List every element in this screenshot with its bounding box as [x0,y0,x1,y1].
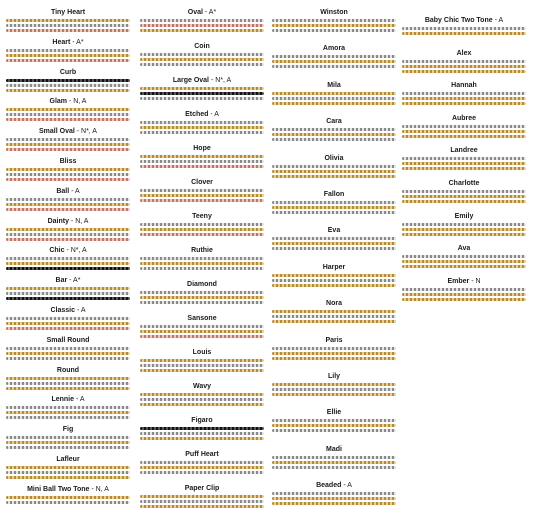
chain-strand-silver [6,446,130,449]
chain-label [4,217,132,227]
chain-strand-rose [6,327,130,330]
chain-label [4,306,132,316]
chain-strand-silver [272,55,396,58]
chain-strand-silver [140,257,264,260]
chain-strand-silver [402,60,526,63]
chain-strand-rose [140,165,264,168]
chain-strand-gold [402,32,526,35]
chain-label [270,117,398,127]
chain-strand-gold [272,352,396,355]
chain-strand-gold [140,87,264,90]
chain-strand-silver [272,247,396,250]
chain-name: Nora [326,300,342,308]
chain-label [138,144,266,154]
chain-name: Eva [327,227,341,235]
chain-availability: - N*, A [209,77,232,84]
chain-strand-silver [272,315,396,318]
chain-strand-silver [6,24,130,27]
chain-strand-silver [272,429,396,432]
chain-label [138,280,266,290]
chain-strand-silver [6,436,130,439]
chain-strand-gold [272,133,396,136]
chain-name: Small Round [46,336,90,344]
chain-strand-silver [272,29,396,32]
chain-availability: - A* [202,9,217,16]
chain-name: Cara [326,118,342,126]
chain-label [270,299,398,309]
chain-strand-silver [272,456,396,459]
chain-name: Mila [327,81,341,89]
chain-strand-silver [272,165,396,168]
chain-label [4,336,132,346]
chain-strand-gold [6,203,130,206]
chain-name: Heart [52,38,71,46]
chain-strand-gold [272,60,396,63]
chain-name: Harper [322,263,346,271]
chain-strand-silver [402,223,526,226]
chain-availability: - A* [67,277,81,285]
chain-availability: - N*, A [64,247,87,255]
chain-strand-gold [402,167,526,170]
chain-name: Tiny Heart [50,9,86,16]
chain-strand-gold [140,495,264,498]
chain-strand-silver [6,292,130,295]
chain-strand-silver [6,113,130,116]
chain-label [138,382,266,392]
chain-strand-gold [6,89,130,92]
chain-strand-rose [140,24,264,27]
chain-strand-gold [402,228,526,231]
chain-label [270,481,398,491]
chain-strand-gold [140,296,264,299]
chain-label [138,110,266,120]
chain-strand-silver [140,131,264,134]
chain-strand-silver [6,84,130,87]
chain-name: Olivia [324,154,344,162]
chain-strand-silver [6,317,130,320]
chain-name: Fig [62,426,74,434]
chain-strand-gold [272,357,396,360]
chain-availability: - A* [70,38,84,46]
chain-label [4,97,132,107]
chain-strand-gold [6,352,130,355]
chain-label [4,276,132,286]
chain-strand-gold [402,200,526,203]
chain-strand-gold [272,242,396,245]
chain-strand-gold [140,359,264,362]
chain-label [138,348,266,358]
chain-strand-silver [140,53,264,56]
chain-strand-silver [140,325,264,328]
chain-name: Louis [192,349,212,356]
chain-label [4,157,132,167]
chain-label [4,246,132,256]
chain-strand-rose [6,238,130,241]
chain-name: Mini Ball Two Tone [27,485,90,493]
chain-name: Bar [55,277,68,285]
chain-strand-silver [272,466,396,469]
chain-label [4,127,132,137]
chain-label [270,44,398,54]
chain-name: Beaded [316,482,342,490]
chain-strand-gold [6,441,130,444]
chain-strand-silver [140,432,264,435]
chain-strand-silver [402,255,526,258]
chain-strand-silver [6,233,130,236]
chain-strand-gold [402,195,526,198]
chain-name: Oval [187,9,203,16]
chain-strand-black [6,267,130,270]
chain-strand-silver [272,65,396,68]
chain-strand-silver [6,49,130,52]
chain-strand-gold [140,194,264,197]
chain-strand-gold [140,155,264,158]
chain-strand-gold [402,70,526,73]
chain-strand-gold [6,143,130,146]
chain-strand-gold [6,287,130,290]
chain-strand-silver [272,128,396,131]
chain-strand-gold [6,19,130,22]
chain-strand-black [140,92,264,95]
chain-strand-gold [272,424,396,427]
chain-strand-gold [140,29,264,32]
chain-label [138,42,266,52]
chain-strand-gold [272,206,396,209]
chain-strand-black [6,297,130,300]
chain-name: Charlotte [448,180,480,187]
chain-label [4,485,132,495]
chain-availability: - A [341,482,352,490]
chain-label [270,263,398,273]
chain-name: Large Oval [172,77,209,84]
chain-strand-black [6,79,130,82]
chain-name: Classic [50,307,75,314]
chain-strand-silver [140,63,264,66]
chain-strand-gold [6,322,130,325]
chain-name: Teeny [192,213,212,220]
chain-strand-silver [140,461,264,464]
chain-label [270,336,398,346]
chain-name: Etched [185,111,209,118]
chain-name: Ruthie [191,247,213,254]
chain-strand-gold [402,135,526,138]
chain-label [138,450,266,460]
chain-strand-gold [140,228,264,231]
chain-strand-gold [140,403,264,406]
chain-label [138,416,266,426]
chain-strand-silver [6,138,130,141]
chain-name: Ball [56,187,70,195]
chain-strand-rose [6,59,130,62]
chain-strand-gold [140,58,264,61]
chain-label [138,212,266,222]
chain-strand-silver [140,291,264,294]
chain-strand-silver [402,125,526,128]
chain-strand-silver [6,257,130,260]
chain-name: Lafleur [56,456,80,463]
chain-strand-silver [6,173,130,176]
chain-name: Paper Clip [184,485,220,492]
chain-availability: - A [69,187,80,195]
chain-strand-silver [140,398,264,401]
chain-strand-rose [6,29,130,32]
chain-strand-gold [272,497,396,500]
chain-name: Curb [59,68,77,76]
chain-strand-rose [6,208,130,211]
chain-strand-gold [140,437,264,440]
chain-strand-silver [140,160,264,163]
chain-label [400,179,528,189]
chain-name: Ember [447,277,470,285]
chain-strand-silver [272,138,396,141]
chain-strand-silver [402,27,526,30]
chain-strand-gold [6,54,130,57]
chain-strand-gold [272,310,396,313]
chain-label [270,154,398,164]
chain-strand-gold [272,284,396,287]
chain-strand-gold [272,393,396,396]
chain-strand-silver [140,267,264,270]
chain-name: Glam [49,98,68,106]
chain-strand-silver [140,19,264,22]
chain-strand-gold [6,466,130,469]
chain-strand-silver [272,419,396,422]
chain-name: Wavy [192,383,212,390]
chain-name: Chic [49,247,65,255]
chain-strand-black [140,427,264,430]
chain-availability: - N, A [68,217,89,225]
chain-label [400,81,528,91]
chain-strand-gold [6,228,130,231]
chain-strand-gold [272,92,396,95]
chain-strand-silver [272,492,396,495]
chain-availability: - N, A [89,485,109,493]
chain-name: Ellie [326,409,342,417]
chain-label [4,68,132,78]
chain-strand-silver [140,301,264,304]
chain-strand-gold [402,102,526,105]
chain-label [138,484,266,494]
chain-name: Coin [194,43,210,50]
chain-strand-silver [6,198,130,201]
chain-strand-silver [272,97,396,100]
chain-label [4,38,132,48]
chain-strand-gold [272,274,396,277]
chain-name: Hannah [451,82,477,90]
chain-label [4,8,132,18]
chain-strand-gold [272,461,396,464]
chain-label [270,372,398,382]
chain-name: Small Oval [39,128,75,136]
chain-strand-gold [272,24,396,27]
chain-label [138,314,266,324]
chain-strand-gold [272,383,396,386]
chain-strand-gold [402,130,526,133]
chain-strand-silver [140,364,264,367]
chain-label [270,445,398,455]
chain-name: Round [56,366,80,374]
chain-name: Winston [320,9,348,16]
chain-availability: - A [492,17,504,24]
chain-strand-gold [140,466,264,469]
chain-strand-silver [272,201,396,204]
chain-name: Alex [456,49,472,57]
chain-label [270,408,398,418]
chain-strand-silver [272,279,396,282]
chain-strand-silver [272,211,396,214]
chain-name: Lennie [51,396,75,404]
chain-strand-gold [6,411,130,414]
chain-strand-rose [140,335,264,338]
chain-strand-gold [140,505,264,508]
chain-name: Diamond [187,281,217,288]
chain-strand-gold [402,293,526,296]
chain-name: Landree [450,147,478,155]
chain-strand-rose [140,233,264,236]
chain-strand-rose [140,199,264,202]
chain-strand-gold [272,320,396,323]
chain-label [4,425,132,435]
chain-strand-silver [6,471,130,474]
chain-strand-gold [402,265,526,268]
chain-strand-gold [140,330,264,333]
chain-strand-silver [140,223,264,226]
chain-strand-gold [140,369,264,372]
chain-strand-silver [6,406,130,409]
chain-strand-gold [402,260,526,263]
chain-strand-gold [6,496,130,499]
chain-label [400,212,528,222]
chain-strand-rose [6,178,130,181]
chain-strand-gold [402,97,526,100]
chain-strand-silver [140,189,264,192]
chain-label [400,16,528,26]
chain-label [4,187,132,197]
chain-strand-gold [272,175,396,178]
chain-strand-gold [140,126,264,129]
chain-strand-gold [272,502,396,505]
chain-label [270,8,398,18]
chain-strand-gold [6,168,130,171]
chain-strand-gold [6,476,130,479]
chain-strand-gold [140,393,264,396]
chain-strand-gold [6,108,130,111]
chain-strand-gold [402,298,526,301]
chain-strand-rose [6,148,130,151]
chain-strand-silver [6,501,130,504]
chain-name: Amora [322,45,346,53]
chain-label [4,366,132,376]
chain-label [400,244,528,254]
chain-strand-gold [272,170,396,173]
chain-label [138,76,266,86]
chain-label [4,455,132,465]
chain-name: Dainty [47,217,69,225]
chain-strand-silver [6,357,130,360]
chain-label [270,226,398,236]
chain-strand-rose [6,118,130,121]
chain-strand-silver [402,157,526,160]
chain-label [4,395,132,405]
chain-availability: - N [469,277,481,285]
chain-name: Ava [457,245,471,253]
chain-strand-gold [6,387,130,390]
chain-name: Lily [327,373,341,380]
chain-strand-silver [140,500,264,503]
chain-name: Clover [191,179,213,186]
chain-strand-gold [6,377,130,380]
chain-strand-gold [140,262,264,265]
chain-name: Aubree [451,114,477,122]
chain-label [138,8,266,18]
chain-label [400,114,528,124]
chain-strand-silver [6,416,130,419]
chain-strand-gold [402,162,526,165]
chain-strand-gold [6,262,130,265]
chain-label [400,49,528,59]
chain-name: Sansone [187,315,217,322]
chain-name: Bliss [59,158,77,165]
chain-availability: - A [74,396,85,404]
chain-strand-silver [140,97,264,100]
chain-strand-silver [6,347,130,350]
chain-strand-silver [140,121,264,124]
chain-name: Figaro [191,417,213,424]
chain-label [400,277,528,287]
chain-availability: - A [208,111,219,118]
chain-strand-gold [272,102,396,105]
chain-strand-silver [272,19,396,22]
chain-name: Fallon [323,191,345,198]
chain-label [270,81,398,91]
chain-label [270,190,398,200]
chain-strand-gold [402,233,526,236]
chain-availability: - A [75,307,86,314]
chain-name: Hope [193,145,211,152]
chain-name: Emily [454,212,474,220]
chain-strand-silver [402,190,526,193]
chain-strand-gold [402,65,526,68]
chain-availability: - N, A [67,98,87,106]
chain-name: Paris [325,336,343,344]
chain-label [400,146,528,156]
chain-label [138,178,266,188]
chain-strand-silver [272,347,396,350]
chain-strand-silver [272,388,396,391]
chain-name: Puff Heart [185,451,219,458]
chain-strand-silver [272,237,396,240]
chain-label [138,246,266,256]
chain-strand-silver [6,382,130,385]
chain-strand-silver [140,471,264,474]
chain-strand-silver [402,92,526,95]
chain-availability: - N*, A [74,128,97,136]
chain-name: Baby Chic Two Tone [424,17,493,24]
chain-strand-silver [402,288,526,291]
chain-name: Madi [326,445,342,453]
